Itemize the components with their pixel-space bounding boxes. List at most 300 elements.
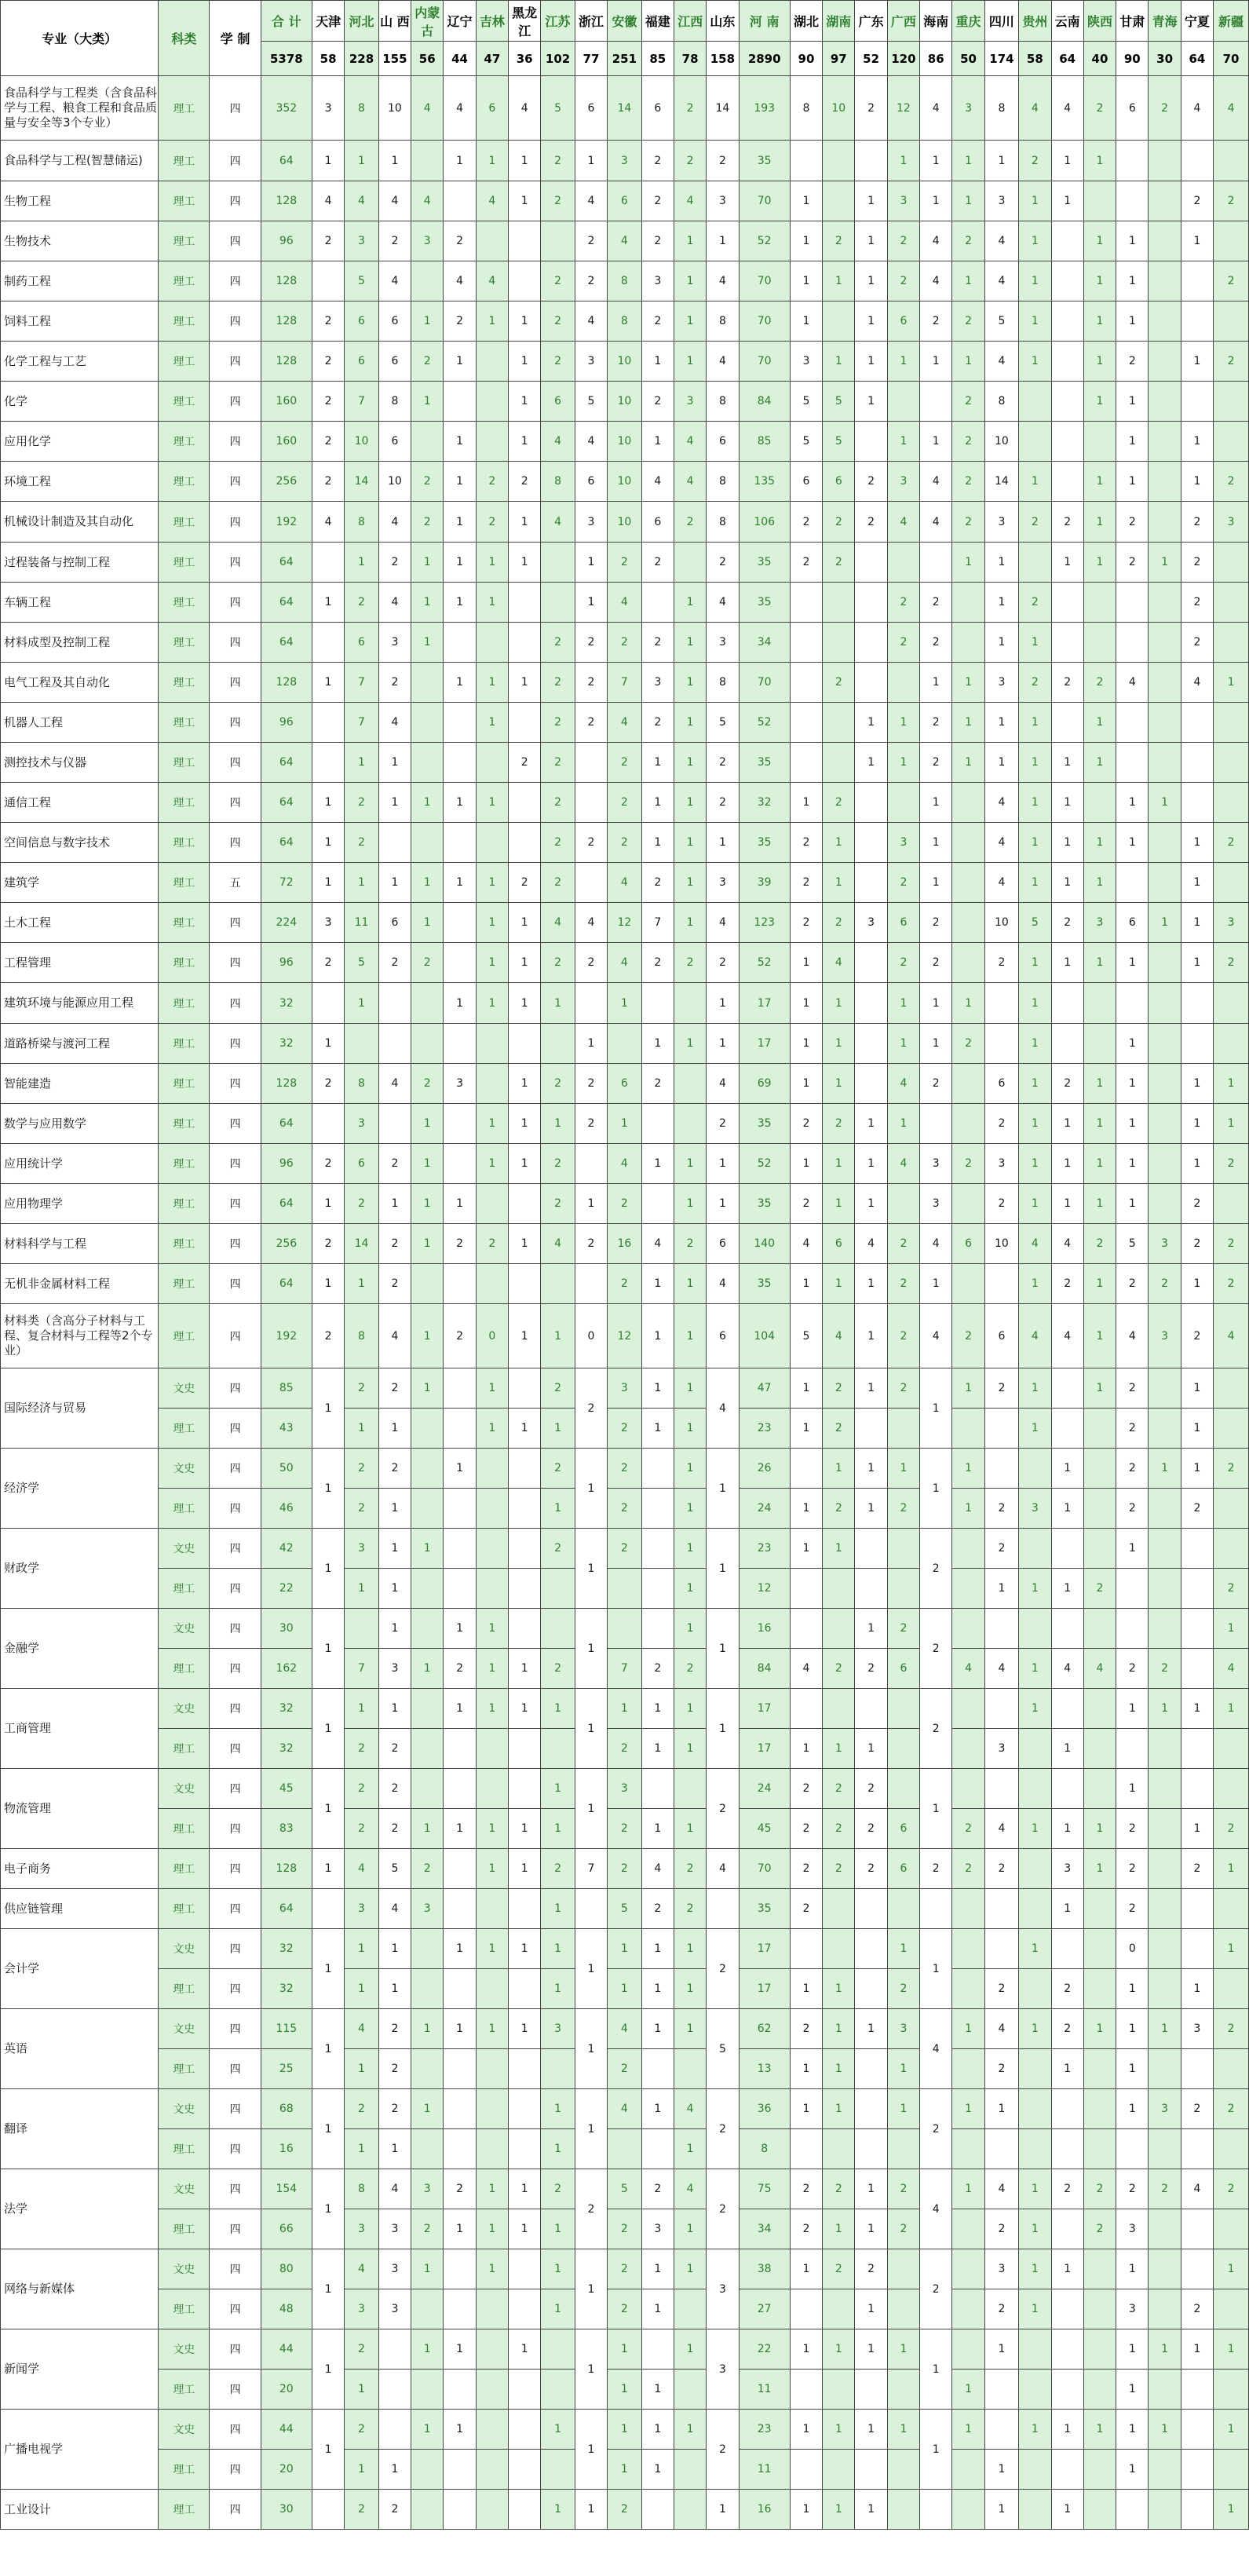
table-row	[1, 382, 1249, 422]
table-row	[1, 1969, 1249, 2009]
quota-cell: 1	[444, 583, 476, 623]
province-header: 云南	[1051, 1, 1083, 42]
quota-cell: 1	[345, 2049, 379, 2089]
quota-cell: 16	[608, 1224, 642, 1264]
total-cell: 256	[261, 1224, 312, 1264]
quota-cell: 1	[920, 783, 952, 823]
quota-cell: 3	[575, 342, 607, 382]
quota-cell: 2	[1214, 1264, 1249, 1304]
quota-cell	[1181, 1769, 1213, 1809]
quota-cell: 7	[575, 1849, 607, 1889]
quota-cell	[887, 382, 919, 422]
quota-cell: 1	[984, 623, 1019, 663]
quota-cell	[476, 1184, 508, 1224]
province-header: 浙江	[575, 1, 607, 42]
quota-cell: 35	[739, 583, 790, 623]
total-cell: 32	[261, 1729, 312, 1769]
total-cell: 16	[261, 2129, 312, 2169]
quota-cell	[1051, 1409, 1083, 1449]
quota-cell	[444, 2049, 476, 2089]
quota-cell	[823, 1889, 855, 1929]
quota-cell: 1	[641, 1689, 674, 1729]
quota-cell: 23	[739, 1409, 790, 1449]
quota-cell	[823, 1929, 855, 1969]
quota-cell: 1	[1051, 1489, 1083, 1529]
quota-cell: 1	[444, 543, 476, 583]
quota-cell: 2	[823, 903, 855, 943]
quota-cell: 2	[1083, 2169, 1116, 2209]
quota-cell	[1083, 1609, 1116, 1649]
quota-cell: 4	[1116, 663, 1149, 703]
quota-cell: 70	[739, 1849, 790, 1889]
quota-cell: 3	[345, 1889, 379, 1929]
quota-cell	[1083, 1689, 1116, 1729]
quota-cell	[823, 301, 855, 342]
quota-cell	[1149, 1569, 1181, 1609]
province-header: 山东	[707, 1, 739, 42]
quota-cell: 1	[509, 382, 541, 422]
quota-cell: 1	[790, 983, 822, 1024]
quota-cell: 2	[476, 462, 508, 502]
quota-cell: 2	[541, 1368, 575, 1409]
quota-cell	[641, 1609, 674, 1649]
quota-cell: 1	[1083, 1304, 1116, 1368]
quota-cell: 2	[920, 301, 952, 342]
quota-cell: 1	[1214, 2490, 1249, 2530]
quota-cell	[1019, 1449, 1051, 1489]
quota-cell: 2	[887, 1609, 919, 1649]
quota-cell: 6	[378, 301, 411, 342]
quota-cell: 1	[641, 1024, 674, 1064]
total-cell: 80	[261, 2249, 312, 2289]
quota-cell	[1019, 2089, 1051, 2129]
quota-cell: 1	[345, 743, 379, 783]
quota-cell: 1	[1019, 823, 1051, 863]
quota-cell	[855, 1529, 887, 1569]
quota-cell: 2	[1019, 583, 1051, 623]
quota-cell	[1051, 623, 1083, 663]
quota-cell	[444, 2089, 476, 2129]
quota-cell	[1149, 703, 1181, 743]
quota-cell: 2	[855, 1649, 887, 1689]
quota-cell	[952, 2129, 984, 2169]
quota-cell: 4	[345, 181, 379, 221]
quota-cell: 1	[476, 1649, 508, 1689]
quota-cell: 1	[411, 1368, 444, 1409]
quota-cell: 1	[541, 1929, 575, 1969]
quota-cell: 2	[887, 1368, 919, 1409]
quota-cell: 6	[1116, 903, 1149, 943]
quota-cell: 3	[1083, 903, 1116, 943]
quota-cell	[952, 1264, 984, 1304]
quota-cell	[312, 543, 344, 583]
quota-cell: 1	[1019, 261, 1051, 301]
quota-cell: 2	[674, 1224, 706, 1264]
quota-cell: 1	[674, 2329, 706, 2370]
quota-cell	[1083, 1409, 1116, 1449]
province-header: 黑龙江	[509, 1, 541, 42]
quota-cell: 7	[345, 382, 379, 422]
table-row	[1, 2089, 1249, 2129]
quota-cell: 3	[707, 181, 739, 221]
quota-cell: 1	[641, 1304, 674, 1368]
quota-cell: 1	[674, 663, 706, 703]
quota-cell: 1	[1116, 1529, 1149, 1569]
quota-cell: 1	[541, 1969, 575, 2009]
quota-cell: 1	[641, 1929, 674, 1969]
quota-cell: 1	[674, 703, 706, 743]
quota-cell: 4	[608, 1144, 642, 1184]
quota-cell	[541, 1264, 575, 1304]
quota-cell: 2	[345, 1489, 379, 1529]
quota-cell	[509, 1184, 541, 1224]
quota-cell: 2	[378, 1224, 411, 1264]
major-name: 国际经济与贸易	[1, 1368, 159, 1449]
quota-cell	[1181, 1024, 1213, 1064]
quota-cell: 6	[345, 1144, 379, 1184]
quota-cell	[1214, 221, 1249, 261]
quota-cell	[674, 2370, 706, 2410]
quota-cell: 4	[984, 2009, 1019, 2049]
quota-cell: 1	[476, 1368, 508, 1409]
quota-cell: 2	[411, 943, 444, 983]
quota-cell: 2	[887, 583, 919, 623]
quota-cell	[1214, 543, 1249, 583]
quota-cell: 1	[1149, 2329, 1181, 2370]
total-cell: 64	[261, 1889, 312, 1929]
quota-cell: 2	[952, 382, 984, 422]
quota-cell: 1	[1181, 823, 1213, 863]
quota-cell: 2	[1181, 2289, 1213, 2329]
quota-cell: 2	[411, 342, 444, 382]
quota-cell: 1	[790, 1024, 822, 1064]
subject-cell: 理工	[159, 502, 210, 543]
quota-cell	[1149, 2249, 1181, 2289]
table-row	[1, 1729, 1249, 1769]
quota-cell	[444, 1104, 476, 1144]
quota-cell: 104	[739, 1304, 790, 1368]
quota-cell	[1051, 1929, 1083, 1969]
table-row	[1, 221, 1249, 261]
quota-cell	[1149, 141, 1181, 181]
quota-cell	[674, 543, 706, 583]
quota-cell: 1	[444, 2009, 476, 2049]
quota-cell	[1214, 743, 1249, 783]
quota-cell	[1116, 703, 1149, 743]
quota-cell	[984, 2410, 1019, 2450]
quota-cell: 2	[476, 502, 508, 543]
quota-cell: 2	[1181, 1304, 1213, 1368]
quota-cell: 2	[575, 943, 607, 983]
quota-cell: 1	[823, 1024, 855, 1064]
total-cell: 50	[261, 1449, 312, 1489]
quota-cell	[1214, 1969, 1249, 2009]
subject-cell: 理工	[159, 1304, 210, 1368]
quota-cell	[1083, 2490, 1116, 2530]
quota-cell	[1019, 1729, 1051, 1769]
quota-cell: 3	[411, 1889, 444, 1929]
quota-cell	[1214, 1729, 1249, 1769]
quota-cell: 2	[1214, 1569, 1249, 1609]
quota-cell: 1	[575, 141, 607, 181]
quota-cell: 2	[608, 2490, 642, 2530]
quota-cell: 1	[1181, 221, 1213, 261]
quota-cell: 3	[641, 663, 674, 703]
quota-cell	[1149, 943, 1181, 983]
table-row	[1, 2129, 1249, 2169]
quota-cell: 5	[345, 261, 379, 301]
quota-cell: 4	[984, 823, 1019, 863]
quota-cell: 1	[1019, 2249, 1051, 2289]
quota-cell: 2	[312, 342, 344, 382]
quota-cell	[674, 2490, 706, 2530]
quota-cell: 1	[707, 983, 739, 1024]
duration-cell: 四	[210, 2329, 261, 2370]
quota-cell	[790, 663, 822, 703]
quota-cell: 1	[1116, 2009, 1149, 2049]
quota-cell	[1149, 502, 1181, 543]
quota-cell: 8	[541, 462, 575, 502]
quota-cell: 1	[312, 663, 344, 703]
province-header: 重庆	[952, 1, 984, 42]
quota-cell: 5	[790, 1304, 822, 1368]
quota-cell: 1	[855, 2410, 887, 2450]
quota-cell: 3	[378, 2289, 411, 2329]
quota-cell: 1	[920, 141, 952, 181]
subject-cell: 理工	[159, 2209, 210, 2249]
quota-cell	[378, 823, 411, 863]
table-row	[1, 1889, 1249, 1929]
quota-cell	[1116, 1569, 1149, 1609]
major-name: 食品科学与工程类（含食品科学与工程、粮食工程和食品质量与安全等3个专业）	[1, 76, 159, 141]
quota-cell	[411, 983, 444, 1024]
quota-cell: 1	[707, 1184, 739, 1224]
quota-cell: 6	[608, 1064, 642, 1104]
quota-cell	[984, 1024, 1019, 1064]
total-cell: 30	[261, 1609, 312, 1649]
quota-cell	[1149, 2049, 1181, 2089]
quota-cell	[1019, 382, 1051, 422]
quota-cell: 1	[855, 301, 887, 342]
quota-cell	[952, 2329, 984, 2370]
total-cell: 48	[261, 2289, 312, 2329]
quota-cell	[952, 1889, 984, 1929]
quota-cell: 2	[1149, 1649, 1181, 1689]
total-cell: 45	[261, 1769, 312, 1809]
quota-cell: 12	[887, 76, 919, 141]
quota-cell: 1	[1083, 743, 1116, 783]
total-cell: 64	[261, 623, 312, 663]
quota-cell	[509, 1569, 541, 1609]
major-name: 广播电视学	[1, 2410, 159, 2490]
quota-cell: 4	[608, 583, 642, 623]
quota-cell: 1	[1083, 543, 1116, 583]
quota-cell	[1083, 1969, 1116, 2009]
quota-cell: 2	[1181, 1849, 1213, 1889]
quota-cell: 2	[823, 1489, 855, 1529]
quota-cell	[952, 1929, 984, 1969]
quota-cell: 5	[707, 703, 739, 743]
quota-cell: 1	[952, 1489, 984, 1529]
quota-cell	[1149, 1368, 1181, 1409]
quota-cell	[823, 2129, 855, 2169]
table-row	[1, 863, 1249, 903]
subject-cell: 理工	[159, 261, 210, 301]
quota-cell: 1	[1181, 422, 1213, 462]
quota-cell	[855, 863, 887, 903]
quota-cell	[444, 1409, 476, 1449]
major-name: 工业设计	[1, 2490, 159, 2530]
quota-cell: 1	[1083, 2009, 1116, 2049]
quota-cell: 1	[378, 1929, 411, 1969]
quota-cell: 1	[1019, 2289, 1051, 2329]
quota-cell: 10	[608, 382, 642, 422]
quota-cell	[1214, 422, 1249, 462]
quota-cell: 6	[541, 382, 575, 422]
quota-cell: 2	[1214, 342, 1249, 382]
quota-cell: 3	[1149, 2089, 1181, 2129]
duration-cell: 四	[210, 181, 261, 221]
quota-cell: 1	[1083, 1809, 1116, 1849]
quota-cell: 1	[541, 2209, 575, 2249]
quota-cell: 4	[707, 903, 739, 943]
quota-cell: 1	[1083, 863, 1116, 903]
quota-cell: 2	[855, 76, 887, 141]
quota-cell	[1116, 1609, 1149, 1649]
quota-cell	[952, 1729, 984, 1769]
quota-cell: 23	[739, 2410, 790, 2450]
quota-cell: 1	[984, 2490, 1019, 2530]
quota-cell: 2	[608, 2049, 642, 2089]
quota-cell	[444, 1024, 476, 1064]
quota-cell	[476, 1729, 508, 1769]
total-cell: 30	[261, 2490, 312, 2530]
table-row	[1, 1184, 1249, 1224]
quota-cell: 2	[1149, 2169, 1181, 2209]
merged-quota-cell: 1	[312, 2329, 344, 2410]
quota-cell: 1	[1214, 1064, 1249, 1104]
quota-cell: 1	[1019, 703, 1051, 743]
quota-cell: 2	[641, 181, 674, 221]
quota-cell: 1	[411, 301, 444, 342]
quota-cell: 23	[739, 1529, 790, 1569]
quota-cell: 2	[608, 543, 642, 583]
total-cell: 96	[261, 703, 312, 743]
quota-cell: 2	[541, 1649, 575, 1689]
quota-cell	[1116, 983, 1149, 1024]
quota-cell: 2	[541, 342, 575, 382]
quota-cell: 35	[739, 1184, 790, 1224]
major-name: 生物技术	[1, 221, 159, 261]
quota-cell: 38	[739, 2249, 790, 2289]
quota-cell: 4	[887, 502, 919, 543]
total-cell: 32	[261, 1969, 312, 2009]
quota-cell	[575, 1889, 607, 1929]
quota-cell: 36	[739, 2089, 790, 2129]
quota-cell	[1214, 1024, 1249, 1064]
quota-cell	[707, 1889, 739, 1929]
quota-cell	[509, 1264, 541, 1304]
quota-cell	[444, 1769, 476, 1809]
quota-cell	[541, 543, 575, 583]
duration-cell: 四	[210, 502, 261, 543]
subject-cell: 文史	[159, 2009, 210, 2049]
quota-cell: 123	[739, 903, 790, 943]
quota-cell: 84	[739, 382, 790, 422]
quota-cell	[984, 1409, 1019, 1449]
quota-cell	[887, 1729, 919, 1769]
quota-cell: 14	[608, 76, 642, 141]
quota-cell: 1	[378, 1569, 411, 1609]
quota-cell: 2	[541, 1529, 575, 1569]
province-header: 广东	[855, 1, 887, 42]
quota-cell: 14	[345, 1224, 379, 1264]
quota-cell: 2	[378, 1264, 411, 1304]
quota-cell: 8	[345, 502, 379, 543]
quota-cell	[855, 783, 887, 823]
quota-cell: 1	[855, 1368, 887, 1409]
quota-cell: 8	[984, 382, 1019, 422]
quota-cell: 2	[1116, 2169, 1149, 2209]
quota-cell: 2	[1214, 2089, 1249, 2129]
quota-cell	[855, 1064, 887, 1104]
quota-cell: 2	[608, 1449, 642, 1489]
quota-cell	[984, 983, 1019, 1024]
quota-cell: 35	[739, 1889, 790, 1929]
quota-cell: 1	[509, 2169, 541, 2209]
quota-cell	[887, 2490, 919, 2530]
quota-cell	[1181, 2450, 1213, 2490]
quota-cell: 1	[575, 1024, 607, 1064]
quota-cell	[855, 583, 887, 623]
quota-cell: 1	[444, 2329, 476, 2370]
quota-cell: 1	[509, 943, 541, 983]
quota-cell: 1	[1083, 1064, 1116, 1104]
quota-cell: 4	[378, 703, 411, 743]
quota-cell	[444, 823, 476, 863]
quota-cell: 2	[823, 1104, 855, 1144]
quota-cell: 1	[444, 863, 476, 903]
quota-cell	[1149, 1489, 1181, 1529]
major-name: 供应链管理	[1, 1889, 159, 1929]
quota-cell: 1	[509, 903, 541, 943]
quota-cell	[984, 1609, 1019, 1649]
quota-cell	[378, 2329, 411, 2370]
quota-cell: 2	[608, 783, 642, 823]
quota-cell: 2	[1116, 1489, 1149, 1529]
quota-cell: 2	[1116, 1889, 1149, 1929]
quota-cell: 1	[509, 502, 541, 543]
quota-cell: 2	[855, 1849, 887, 1889]
subject-cell: 理工	[159, 1224, 210, 1264]
quota-cell	[1149, 623, 1181, 663]
quota-cell: 6	[707, 1304, 739, 1368]
merged-quota-cell: 2	[920, 2249, 952, 2329]
quota-cell: 4	[476, 261, 508, 301]
quota-cell: 4	[608, 2089, 642, 2129]
quota-cell	[1214, 2209, 1249, 2249]
quota-cell	[509, 2490, 541, 2530]
quota-cell: 2	[312, 943, 344, 983]
province-quota-total: 77	[575, 42, 607, 76]
subject-cell: 文史	[159, 1449, 210, 1489]
quota-cell: 1	[641, 1264, 674, 1304]
quota-cell: 3	[707, 863, 739, 903]
quota-cell: 1	[1051, 2049, 1083, 2089]
quota-cell	[823, 1689, 855, 1729]
quota-cell: 2	[855, 1769, 887, 1809]
quota-cell	[444, 382, 476, 422]
